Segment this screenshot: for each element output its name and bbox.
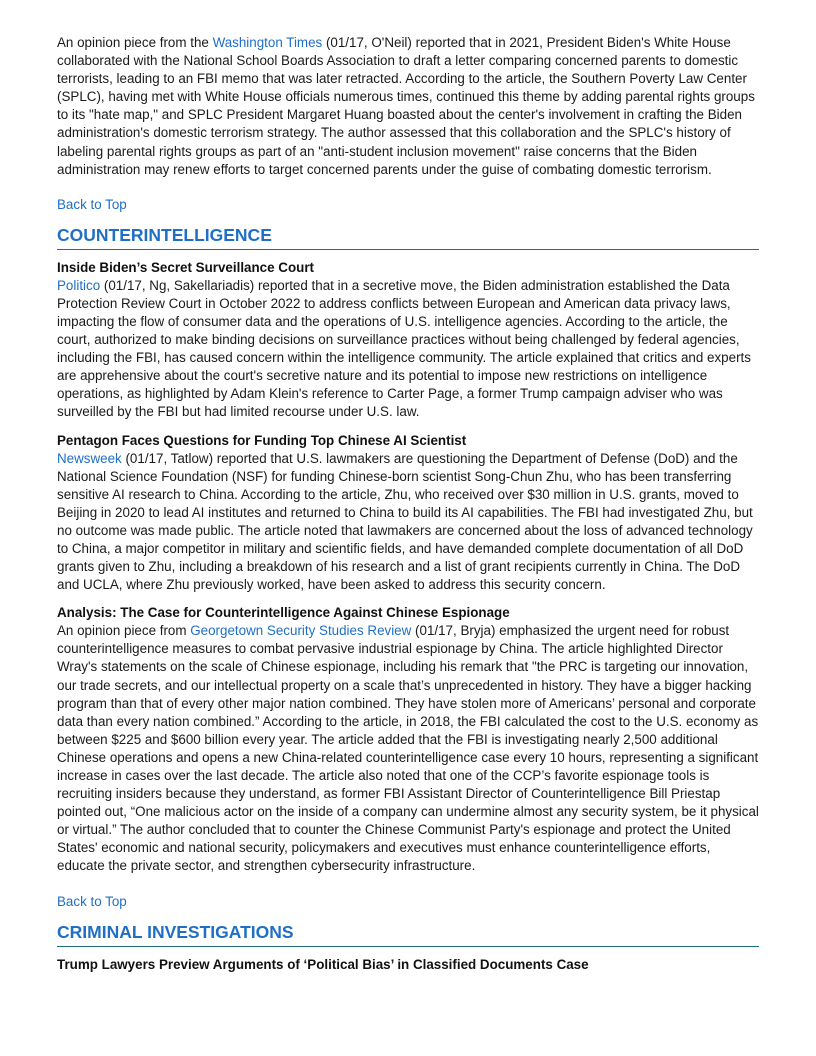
article-prefix: An opinion piece from — [57, 623, 191, 639]
article-surveillance-court — [57, 259, 759, 422]
intro-prefix: An opinion piece from the — [57, 35, 213, 50]
article-trump-lawyers — [57, 956, 759, 974]
article-text: (01/17, Bryja) emphasized the urgent need for robust counterintelligence measures to combat pervasive industrial espionage by China. The article highlighted Director Wray's statements on the scale of Chinese espionage, including his remark that "the PRC is targeting our innovation, our trade secrets, and our intellectual property on a scale that’s unprecedented in history. They have a bigger hacking program than that of every other major nation combined. They have stolen more of Americans’ personal and corporate data than every nation combined.” According to the article, in 2018, the FBI calculated the cost to the U.S. economy as between $225 and $600 billion every year. The article added that the FBI is investigating nearly 2,500 additional Chinese operations and opens a new China-related counterintelligence case every 10 hours, representing a significant increase in cases over the last decade. The article also noted that one of the CCP’s favorite espionage tools is recruiting insiders because they understand, as former FBI Assistant Director of Counterintelligence Bill Priestap pointed out, “One malicious actor on the inside of a company can undermine almost any security system, be it physical or virtual.” The author concluded that to counter the Chinese Communist Party's espionage and protect the United States' economic and national security, policymakers and executives must enhance counterintelligence efforts, educate the private sector, and strengthen cybersecurity infrastructure. — [57, 623, 759, 874]
article-text: (01/17, Tatlow) reported that U.S. lawmakers are questioning the Department of Defense (DoD) and the National Science Foundation (NSF) for funding Chinese-born scientist Song-Chun Zhu, who has been transferring sensitive AI research to China. According to the article, Zhu, who received over $30 million in U.S. grants, moved to Beijing in 2020 to lead AI institutes and returned to China to build its AI capabilities. The FBI had investigated Zhu, but no outcome was made public. The article noted that lawmakers are concerned about the loss of advanced technology to China, a major competitor in military and scientific fields, and have demanded complete documentation of all DoD grants given to Zhu, including a breakdown of his research and a list of grant recipients currently in China. The DoD and UCLA, where Zhu previously worked, have been asked to address this security concern. — [57, 450, 753, 593]
article-title: Inside Biden’s Secret Surveillance Court — [57, 259, 314, 275]
article-pentagon-ai-scientist — [57, 432, 759, 595]
article-body — [57, 622, 759, 875]
article-chinese-espionage — [57, 604, 759, 875]
back-to-top-link[interactable]: Back to Top — [57, 893, 127, 909]
source-link-washington-times[interactable]: Washington Times — [212, 35, 323, 50]
article-title: Pentagon Faces Questions for Funding Top Chinese AI Scientist — [57, 432, 467, 448]
section-heading-criminal-investigations: CRIMINAL INVESTIGATIONS — [57, 920, 759, 947]
intro-paragraph — [57, 34, 759, 179]
source-link-politico[interactable]: Politico — [57, 277, 101, 293]
back-to-top-link[interactable]: Back to Top — [57, 196, 127, 212]
intro-body: (01/17, O'Neil) reported that in 2021, President Biden's White House collaborated with the National School Boards Association to draft a letter comparing concerned parents to domestic terrorists, leading to an FBI memo that was later retracted. According to the article, the Southern Poverty Law Center (SPLC), having met with White House officials numerous times, continued this theme by adding parental rights groups to its "hate map," and SPLC President Margaret Huang boasted about the center's involvement in crafting the Biden administration's domestic terrorism strategy. The author assessed that this collaboration and the SPLC's history of labeling parental rights groups as part of an "anti-student inclusion movement" raise concerns that the Biden administration may renew efforts to target concerned parents under the guise of combating domestic terrorism. — [57, 35, 755, 177]
article-text: (01/17, Ng, Sakellariadis) reported that in a secretive move, the Biden administration established the Data Protection Review Court in October 2022 to address conflicts between European and American data privacy laws, impacting the flow of consumer data and the operations of U.S. intelligence agencies. According to the article, the court, authorized to make binding decisions on surveillance practices without being challenged by federal agencies, including the FBI, has caused concern within the intelligence community. The article explained that critics and experts are apprehensive about the court's secretive nature and its potential to impose new restrictions on intelligence operations, as highlighted by Adam Klein's reference to Carter Page, a former Trump campaign adviser who was surveilled by the FBI but had limited recourse under U.S. law. — [57, 277, 751, 420]
article-title: Analysis: The Case for Counterintelligence Against Chinese Espionage — [57, 605, 510, 621]
article-title: Trump Lawyers Preview Arguments of ‘Political Bias’ in Classified Documents Case — [57, 956, 589, 972]
source-link-georgetown-security-studies-review[interactable]: Georgetown Security Studies Review — [190, 623, 412, 639]
article-body — [57, 450, 759, 595]
section-heading-counterintelligence: COUNTERINTELLIGENCE — [57, 223, 759, 250]
article-body — [57, 277, 759, 422]
source-link-newsweek[interactable]: Newsweek — [57, 450, 122, 466]
